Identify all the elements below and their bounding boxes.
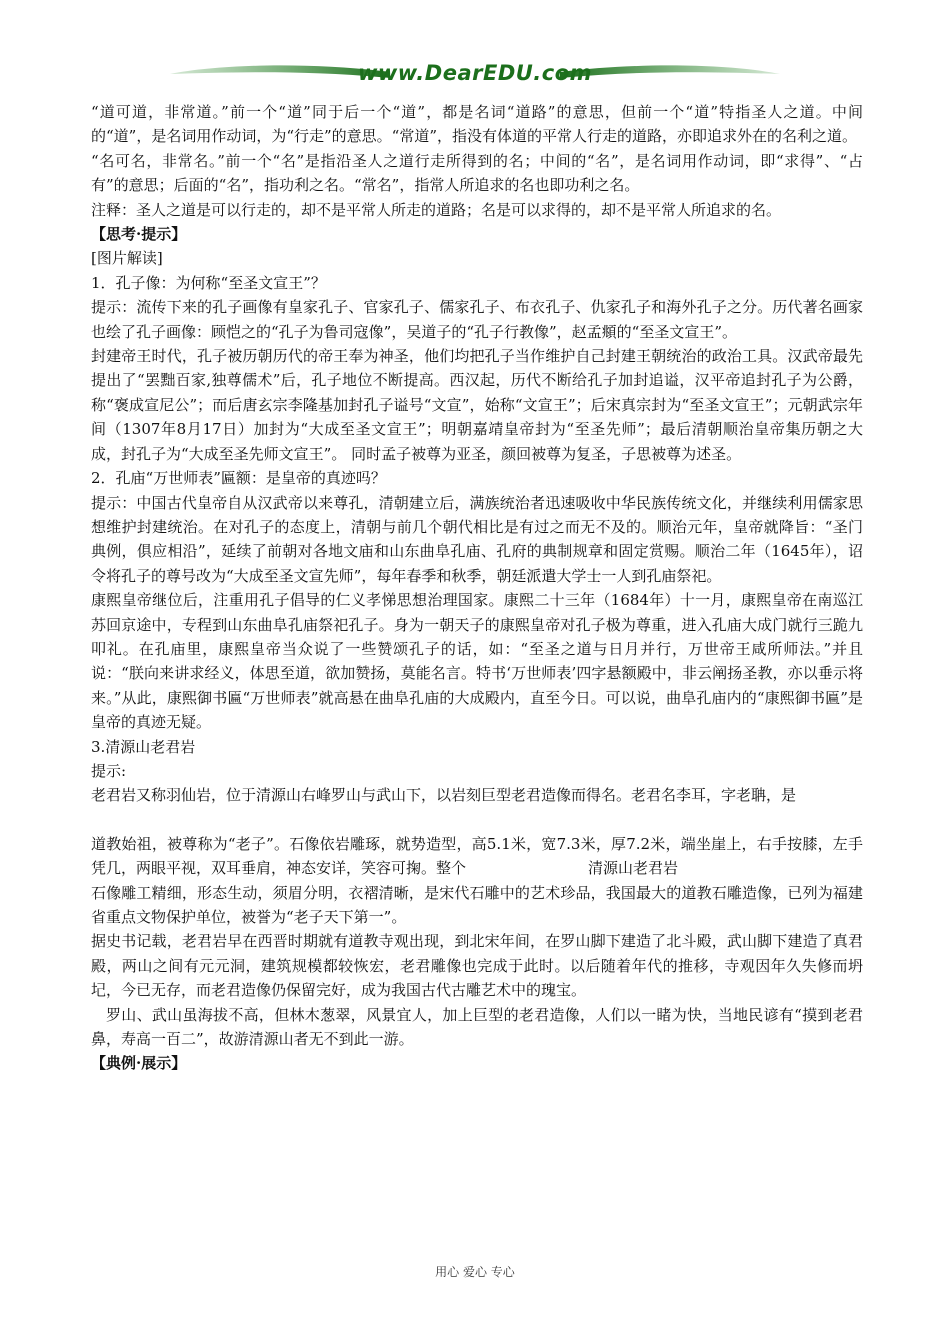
page-footer: 用心 爱心 专心: [435, 1265, 515, 1279]
question-heading: 2．孔庙“万世师表”匾额：是皇帝的真迹吗？: [91, 469, 386, 488]
subsection-label: [图片解读]: [91, 249, 163, 268]
section-heading: 【典例·展示】: [91, 1054, 187, 1073]
paragraph: 封建帝王时代，孔子被历朝历代的帝王奉为神圣，他们均把孔子当作维护自己封建王朝统治的政治工具。汉武帝最先提出了“罢黜百家,独尊儒术”后，孔子地位不断提高。西汉起，历代不断给孔子加封追谥，汉平帝追封孔子为公爵，称“褒成宣尼公”；而后唐玄宗李隆基加封孔子谥号“文宣”，始称“文宣王”；后宋真宗封为“至圣文宣王”；元朝武宗年间（1307年8月17日）加封为“大成至圣文宣王”；明朝嘉靖皇帝封为“至圣先师”；最后清朝顺治皇帝集历朝之大成，封孔子为“大成至圣先师文宣王”。 同时孟子被尊为亚圣，颜回被尊为复圣，子思被尊为述圣。: [91, 347, 863, 463]
site-logo-text: www.DearEDU.com: [357, 61, 593, 85]
blank-gap: [91, 808, 863, 832]
paragraph: 提示:: [91, 761, 127, 780]
paragraph-text: 道教始祖，被尊称为“老子”。石像依岩雕琢，就势造型，高5.1米，宽7.3米，厚7.2米，端坐崖上，右手按膝，左手凭几，两眼平视，双耳垂肩，神态安详，笑容可掬。整个: [91, 834, 863, 878]
paragraph: “道可道，非常道。”前一个“道”同于后一个“道”，都是名词“道路”的意思，但前一个“道”特指圣人之道。中间的“道”，是名词用作动词，为“行走”的意思。“常道”，指没有体道的平常人行走的道路，亦即追求外在的名利之道。: [91, 103, 863, 146]
paragraph: 据史书记载，老君岩早在西晋时期就有道教寺观出现，到北宋年间，在罗山脚下建造了北斗殿，武山脚下建造了真君殿，两山之间有元元洞，建筑规模都较恢宏，老君雕像也完成于此时。以后随着年代的推移，寺观因年久失修而坍圮，今已无存，而老君造像仍保留完好，成为我国古代古雕艺术中的瑰宝。: [91, 932, 863, 1000]
paragraph: 石像雕工精细，形态生动，须眉分明，衣褶清晰，是宋代石雕中的艺术珍品，我国最大的道教石雕造像，已列为福建省重点文物保护单位，被誉为“老子天下第一”。: [91, 883, 863, 926]
paragraph: 康熙皇帝继位后，注重用孔子倡导的仁义孝悌思想治理国家。康熙二十三年（1684年）十一月，康熙皇帝在南巡江苏回京途中，专程到山东曲阜孔庙祭祀孔子。身为一朝天子的康熙皇帝对孔子极为尊重，进入孔庙大成门就行三跪九叩礼。在孔庙里，康熙皇帝当众说了一些赞颂孔子的话，如：“至圣之道与日月并行，万世帝王咸所师法。”并且说：“朕向来讲求经义，体思至道，欲加赞扬，莫能名言。特书‘万世师表’四字悬额殿中，非云阐扬圣教，亦以垂示将来。”从此，康熙御书匾“万世师表”就高悬在曲阜孔庙的大成殿内，直至今日。可以说，曲阜孔庙内的“康熙御书匾”是皇帝的真迹无疑。: [91, 591, 863, 732]
paragraph: 注释：圣人之道是可以行走的，却不是平常人所走的道路；名是可以求得的，却不是平常人所追求的名。: [91, 200, 782, 219]
site-header: [160, 52, 790, 102]
paragraph: [91, 832, 863, 881]
question-heading: 3.清源山老君岩: [91, 737, 196, 756]
paragraph: 提示：流传下来的孔子画像有皇家孔子、官家孔子、儒家孔子、布衣孔子、仇家孔子和海外孔子之分。历代著名画家也绘了孔子画像：顾恺之的“孔子为鲁司寇像”，吴道子的“孔子行教像”，赵孟頫的“至圣文宣王”。: [91, 298, 863, 341]
section-heading: 【思考·提示】: [91, 225, 187, 244]
document-body: [91, 100, 863, 1076]
question-heading: 1．孔子像：为何称“至圣文宣王”？: [91, 273, 326, 292]
paragraph: 罗山、武山虽海拔不高，但林木葱翠，风景宜人，加上巨型的老君造像，人们以一睹为快，当地民谚有“摸到老君鼻，寿高一百二”，故游清源山者无不到此一游。: [91, 1005, 863, 1049]
paragraph: 提示：中国古代皇帝自从汉武帝以来尊孔，清朝建立后，满族统治者迅速吸收中华民族传统文化，并继续利用儒家思想维护封建统治。在对孔子的态度上，清朝与前几个朝代相比是有过之而无不及的。顺治元年，皇帝就降旨：“圣门典例，俱应相沿”，延续了前朝对各地文庙和山东曲阜孔庙、孔府的典制规章和固定赏赐。顺治二年（1645年），诏令将孔子的尊号改为“大成至圣文宣先师”，每年春季和秋季，朝廷派遣大学士一人到孔庙祭祀。: [91, 493, 863, 585]
paragraph: “名可名，非常名。”前一个“名”是指沿圣人之道行走所得到的名；中间的“名”，是名词用作动词，即“求得”、“占有”的意思；后面的“名”，指功利之名。“常名”，指常人所追求的名也即功利之名。: [91, 151, 863, 195]
image-caption: 清源山老君岩: [588, 859, 679, 878]
paragraph: 老君岩又称羽仙岩，位于清源山右峰罗山与武山下，以岩刻巨型老君造像而得名。老君名李耳，字老聃，是: [91, 786, 797, 805]
